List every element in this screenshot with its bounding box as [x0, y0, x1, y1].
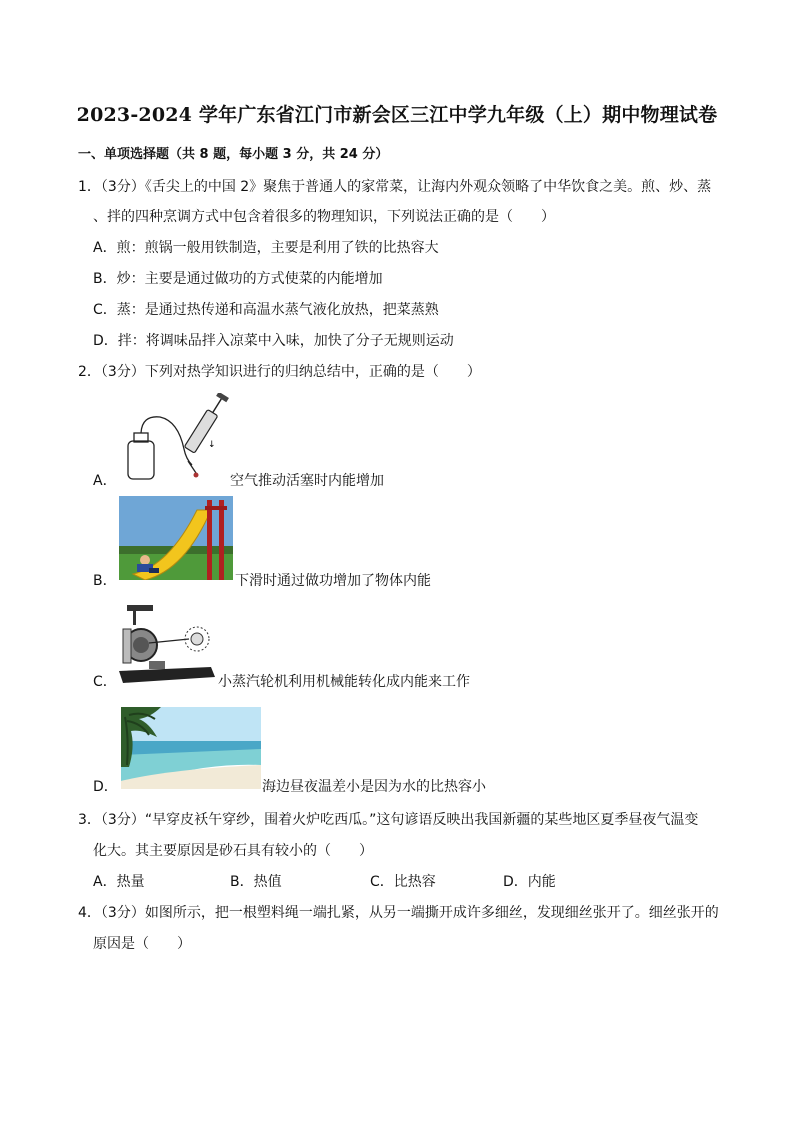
q2-stem: 2．（3分）下列对热学知识进行的归纳总结中，正确的是（ ） [78, 364, 481, 380]
q3-stem-line1: 3．（3分）“早穿皮袄午穿纱，围着火炉吃西瓜。”这句谚语反映出我国新疆的某些地区夏季昼夜气温变 [78, 812, 699, 828]
q3-option-b: B．热值 [230, 874, 282, 890]
beach-figure [121, 707, 261, 789]
svg-text:↓: ↓ [208, 440, 216, 450]
q1-option-b: B．炒：主要是通过做功的方式使菜的内能增加 [93, 271, 383, 287]
q2-option-d-label: D． [93, 779, 118, 795]
q1-stem-line1: 1．（3分）《舌尖上的中国 2》聚焦于普通人的家常菜，让海内外观众领略了中华饮食之美。煎、炒、蒸 [78, 179, 712, 195]
page-title: 2023-2024 学年广东省江门市新会区三江中学九年级（上）期中物理试卷 [76, 104, 718, 126]
q2-option-c-text: 小蒸汽轮机利用机械能转化成内能来工作 [218, 674, 470, 690]
q1-option-a: A．煎：煎锅一般用铁制造，主要是利用了铁的比热容大 [93, 240, 439, 256]
q2-option-a-label: A． [93, 473, 117, 489]
q2-option-b-text: 下滑时通过做功增加了物体内能 [235, 573, 431, 589]
section-heading: 一、单项选择题（共 8 题，每小题 3 分，共 24 分） [78, 147, 389, 162]
q3-option-c: C．比热容 [370, 874, 436, 890]
q3-option-d: D．内能 [503, 874, 556, 890]
q1-option-d: D．拌：将调味品拌入凉菜中入味，加快了分子无规则运动 [93, 333, 454, 349]
q2-option-c-label: C． [93, 674, 117, 690]
q4-stem-line1: 4．（3分）如图所示，把一根塑料绳一端扎紧，从另一端撕开成许多细丝，发现细丝张开了。细丝张开的 [78, 905, 719, 921]
bottle-pump-figure [120, 393, 230, 485]
q3-option-a: A．热量 [93, 874, 145, 890]
q3-stem-line2: 化大。其主要原因是砂石具有较小的（ ） [93, 843, 373, 859]
steam-turbine-figure [119, 603, 215, 687]
q2-option-a-text: 空气推动活塞时内能增加 [230, 473, 384, 489]
q2-option-b-label: B． [93, 573, 117, 589]
q2-option-d-text: 海边昼夜温差小是因为水的比热容小 [262, 779, 486, 795]
q1-option-c: C．蒸：是通过热传递和高温水蒸气液化放热，把菜蒸熟 [93, 302, 439, 318]
q4-stem-line2: 原因是（ ） [93, 936, 191, 952]
q1-stem-line2: 、拌的四种烹调方式中包含着很多的物理知识，下列说法正确的是（ ） [93, 209, 555, 225]
slide-figure [119, 496, 233, 580]
